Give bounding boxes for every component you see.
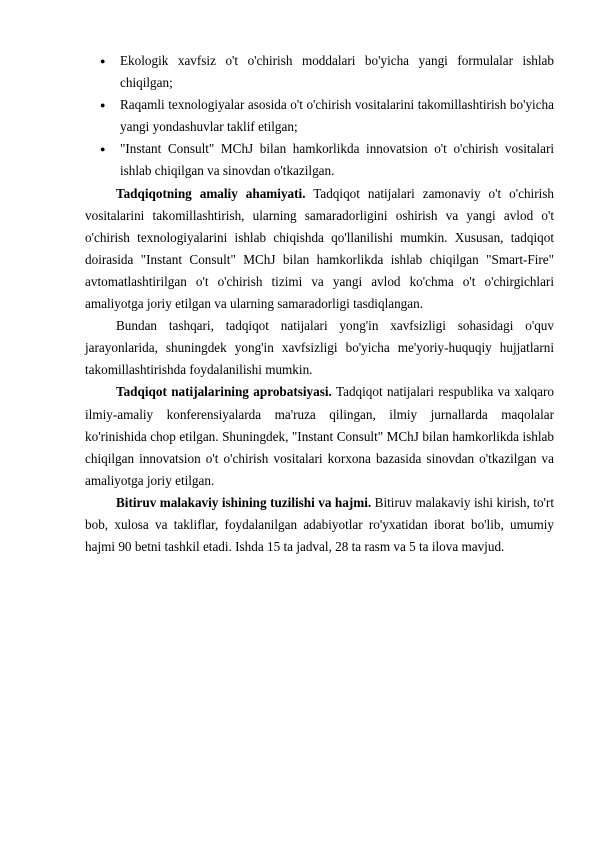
list-item-text: Ekologik xavfsiz o't o'chirish moddalari bo'yicha yangi formulalar ishlab chiqilgan; <box>120 53 554 91</box>
list-item <box>85 94 554 138</box>
structure-paragraph <box>85 492 554 558</box>
list-item-text: "Instant Consult" MChJ bilan hamkorlikda innovatsion o't o'chirish vositalari ishlab chiqilgan va sinovdan o'tkazilgan. <box>120 141 554 179</box>
results-list <box>85 50 554 183</box>
paragraph-text: Bundan tashqari, tadqiqot natijalari yong'in xavfsizligi sohasidagi o'quv jarayonlarida, shuningdek yong'in xavfsizligi bo'yicha me'yoriy-huquqiy hujjatlarni takomillashtirishda foydalanilishi mumkin. <box>85 318 554 378</box>
section-heading: Bitiruv malakaviy ishining tuzilishi va hajmi. <box>116 494 372 510</box>
bullet-icon: ● <box>100 56 106 66</box>
bullet-icon: ● <box>100 144 106 155</box>
list-item <box>85 50 554 94</box>
approbation-paragraph <box>85 381 554 491</box>
list-item <box>85 138 554 182</box>
paragraph-text: Bitiruv malakaviy ishi kirish, to'rt bob, xulosa va takliflar, foydalanilgan adabiyotlar ro'yxatidan iborat bo'lib, umumiy hajmi 90 betni tashkil etadi. Ishda 15 ta jadval, 28 ta rasm va 5 ta ilova mavjud. <box>85 494 554 555</box>
section-heading: Tadqiqot natijalarining aprobatsiyasi. <box>116 384 332 400</box>
paragraph-text: Tadqiqot natijalari zamonaviy o't o'chirish vositalarini takomillashtirish, ularning samaradorligini oshirish va yangi avlod o't o'chirish texnologiyalarini ishlab chiqishda qo'llanilishi mumkin. Xususan, tadqiqot doirasida "Instant Consult" MChJ bilan hamkorlikda ishlab chiqilgan "Smart-Fire" avtomatlashtirilgan o't o'chirish tizimi va yangi avlod ko'chma o't o'chirgichlari amaliyotga joriy etilgan va ularning samaradorligi tasdiqlangan. <box>85 185 555 312</box>
additional-paragraph <box>85 315 554 381</box>
paragraph-text: Tadqiqot natijalari respublika va xalqaro ilmiy-amaliy konferensiyalarda ma'ruza qilingan, ilmiy jurnallarda maqolalar ko'rinishida chop etilgan. Shuningdek, "Instant Consult" MChJ bilan hamkorlikda ishlab chiqilgan innovatsion o't o'chirish vositalari korxona bazasida sinovdan o'tkazilgan va amaliyotga joriy etilgan. <box>85 384 554 488</box>
section-heading: Tadqiqotning amaliy ahamiyati. <box>116 185 306 201</box>
list-item-text: Raqamli texnologiyalar asosida o't o'chirish vositalarini takomillashtirish bo'yicha yangi yondashuvlar taklif etilgan; <box>120 97 554 135</box>
bullet-icon: ● <box>100 100 106 111</box>
document-body <box>85 50 554 558</box>
practical-significance-paragraph <box>85 183 554 316</box>
